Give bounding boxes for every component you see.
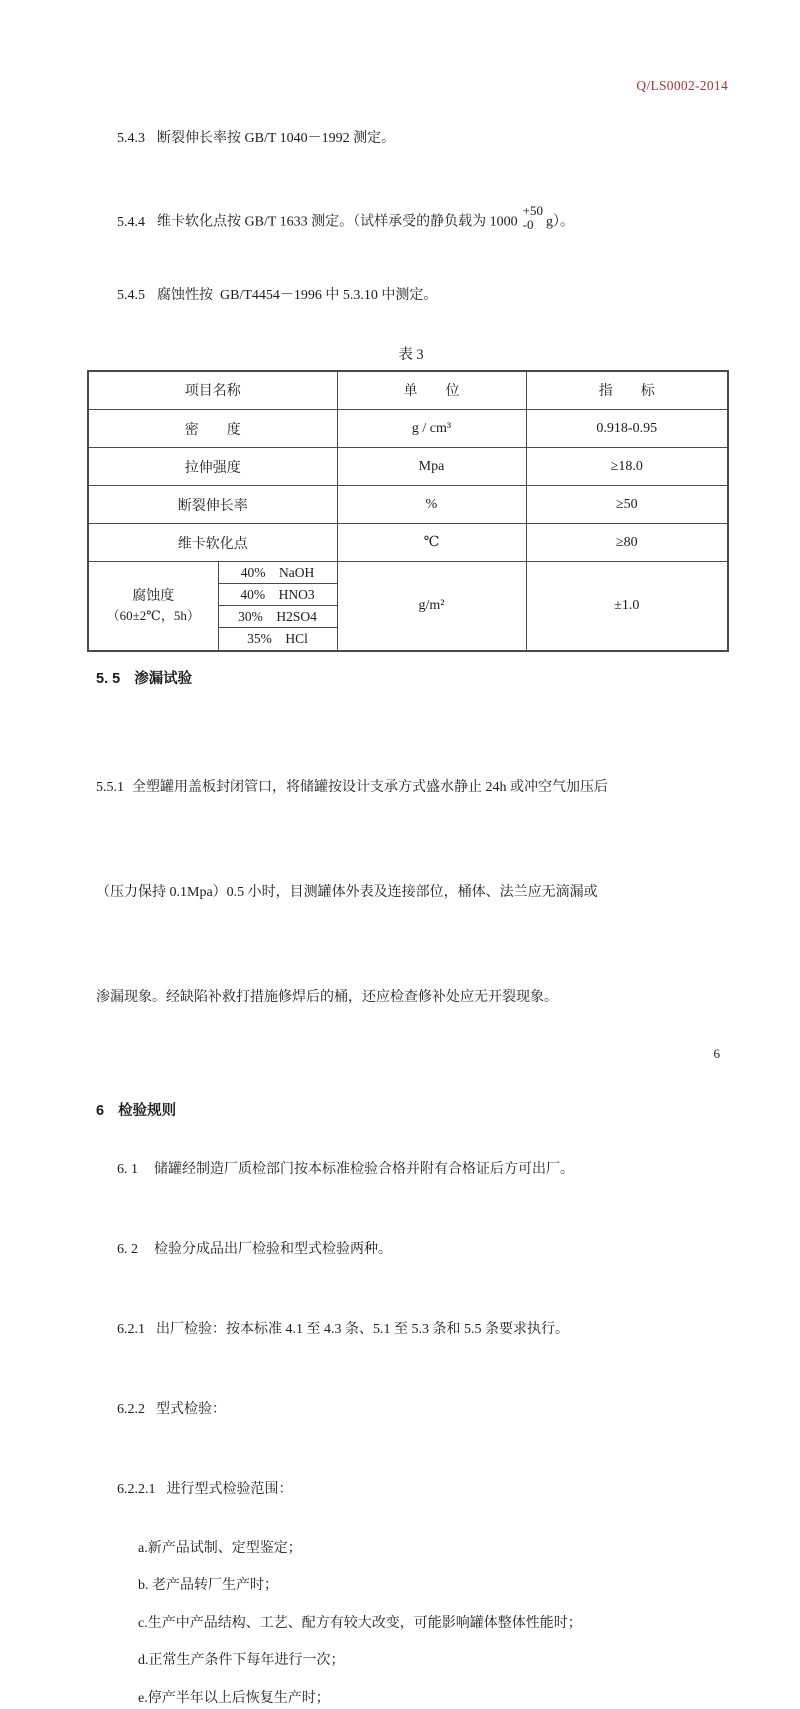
- type-test-item-a: a.新产品试制、定型鉴定；: [138, 1540, 302, 1556]
- cell-item-name: 断裂伸长率: [88, 486, 337, 524]
- table-header-row: [88, 371, 728, 410]
- cell-corrosion-name: [88, 562, 218, 652]
- table-row: [88, 486, 728, 524]
- paragraph-line: （压力保持 0.1Mpa）0.5 小时，目测罐体外表及连接部位，桶体、法兰应无滴漏或: [96, 885, 598, 901]
- section-number: 6: [96, 1103, 105, 1120]
- corrosion-name-line1: 腐蚀度: [132, 589, 175, 605]
- table-row: [88, 524, 728, 562]
- tolerance-minus: -0: [522, 216, 534, 232]
- col-header-index: 指 标: [526, 371, 728, 410]
- section-title: 检验规则: [118, 1103, 177, 1120]
- paragraph-line: 渗漏现象。经缺陷补救打措施修焊后的桶，还应检查修补处应无开裂现象。: [96, 990, 558, 1006]
- clause-5-5-1: [96, 700, 726, 1085]
- clause-6-2: [96, 1218, 726, 1281]
- clause-text: 断裂伸长率按 GB/T 1040－1992 测定。: [157, 131, 396, 146]
- cell-unit: g / cm³: [337, 410, 526, 448]
- cell-unit: ℃: [337, 524, 526, 562]
- cell-value: ±1.0: [526, 562, 728, 652]
- clause-5-4-4: [96, 184, 726, 253]
- cell-value: ≥80: [526, 524, 728, 562]
- section-heading-5-5: [96, 669, 726, 689]
- clause-text: 储罐经制造厂质检部门按本标准检验合格并附有合格证后方可出厂。: [154, 1162, 574, 1178]
- cell-unit: Mpa: [337, 448, 526, 486]
- clause-text-after: g）。: [545, 214, 574, 230]
- page-number: 6: [713, 1046, 720, 1061]
- cell-chemicals: [218, 562, 337, 652]
- clause-number: 5.4.5: [117, 287, 145, 303]
- cell-unit: %: [337, 486, 526, 524]
- chemical-row: 35% HCl: [247, 631, 308, 647]
- clause-number: 5.5.1: [96, 780, 124, 796]
- clause-text: 出厂检验：按本标准 4.1 至 4.3 条、5.1 至 5.3 条和 5.5 条要求执行。: [156, 1322, 569, 1338]
- cell-item-name: 维卡软化点: [88, 524, 337, 562]
- paragraph-line: [96, 770, 726, 805]
- clause-text: 型式检验：: [156, 1402, 226, 1418]
- clause-number: 6.2.1: [117, 1322, 145, 1338]
- section-title: 渗漏试验: [134, 671, 193, 688]
- clause-number: 5.4.4: [117, 214, 145, 230]
- tolerance-stack: [523, 204, 543, 231]
- page-content: [96, 78, 726, 1709]
- clause-number: 6.2.2: [117, 1402, 145, 1418]
- table-row-corrosion: [88, 562, 728, 652]
- table-3: [87, 370, 729, 653]
- cell-value: ≥50: [526, 486, 728, 524]
- paragraph-text: 全塑罐用盖板封闭管口，将储罐按设计支承方式盛水静止 24h 或冲空气加压后: [132, 780, 608, 796]
- clause-text: 进行型式检验范围：: [166, 1482, 293, 1498]
- chemical-row: 40% HNO3: [219, 584, 337, 606]
- cell-unit: g/m²: [337, 562, 526, 652]
- cell-item-name: 拉伸强度: [88, 448, 337, 486]
- clause-number: 6. 2: [117, 1242, 138, 1258]
- clause-number: 6. 1: [117, 1162, 138, 1178]
- col-header-item-name: 项目名称: [88, 371, 337, 410]
- clause-5-4-3: [96, 109, 726, 169]
- tolerance-plus: +50: [522, 203, 543, 218]
- section-number: 5. 5: [96, 671, 121, 688]
- doc-number: Q/LS0002-2014: [636, 78, 728, 93]
- clause-number: 6.2.2.1: [117, 1482, 156, 1498]
- table-caption: 表 3: [398, 346, 424, 363]
- clause-text: 检验分成品出厂检验和型式检验两种。: [154, 1242, 392, 1258]
- section-heading-6: [96, 1101, 726, 1121]
- cell-value: ≥18.0: [526, 448, 728, 486]
- cell-value: 0.918-0.95: [526, 410, 728, 448]
- chemical-row: 40% NaOH: [219, 562, 337, 584]
- clause-text: 维卡软化点按 GB/T 1633 测定。（试样承受的静负载为 1000: [157, 214, 518, 230]
- col-header-unit: 单 位: [337, 371, 526, 410]
- clause-6-2-2-1: [96, 1458, 726, 1521]
- clause-6-2-1: [96, 1298, 726, 1361]
- clause-6-2-2: [96, 1378, 726, 1441]
- clause-number: 5.4.3: [117, 131, 145, 146]
- type-test-item-d: d.正常生产条件下每年进行一次；: [138, 1653, 345, 1669]
- table-row: [88, 410, 728, 448]
- clause-text: 腐蚀性按 GB/T4454－1996 中 5.3.10 中测定。: [157, 287, 438, 303]
- table-row: [88, 448, 728, 486]
- type-test-item-c: c.生产中产品结构、工艺、配方有较大改变，可能影响罐体整体性能时；: [138, 1615, 582, 1631]
- chemical-row: 30% H2SO4: [219, 606, 337, 628]
- type-test-item-e: e.停产半年以上后恢复生产时；: [138, 1690, 330, 1706]
- clause-5-4-5: [96, 266, 726, 326]
- type-test-item-b: b. 老产品转厂生产时；: [138, 1578, 278, 1594]
- clause-6-1: [96, 1138, 726, 1201]
- corrosion-name-line2: （60±2℃，5h）: [106, 608, 200, 624]
- cell-item-name: 密 度: [88, 410, 337, 448]
